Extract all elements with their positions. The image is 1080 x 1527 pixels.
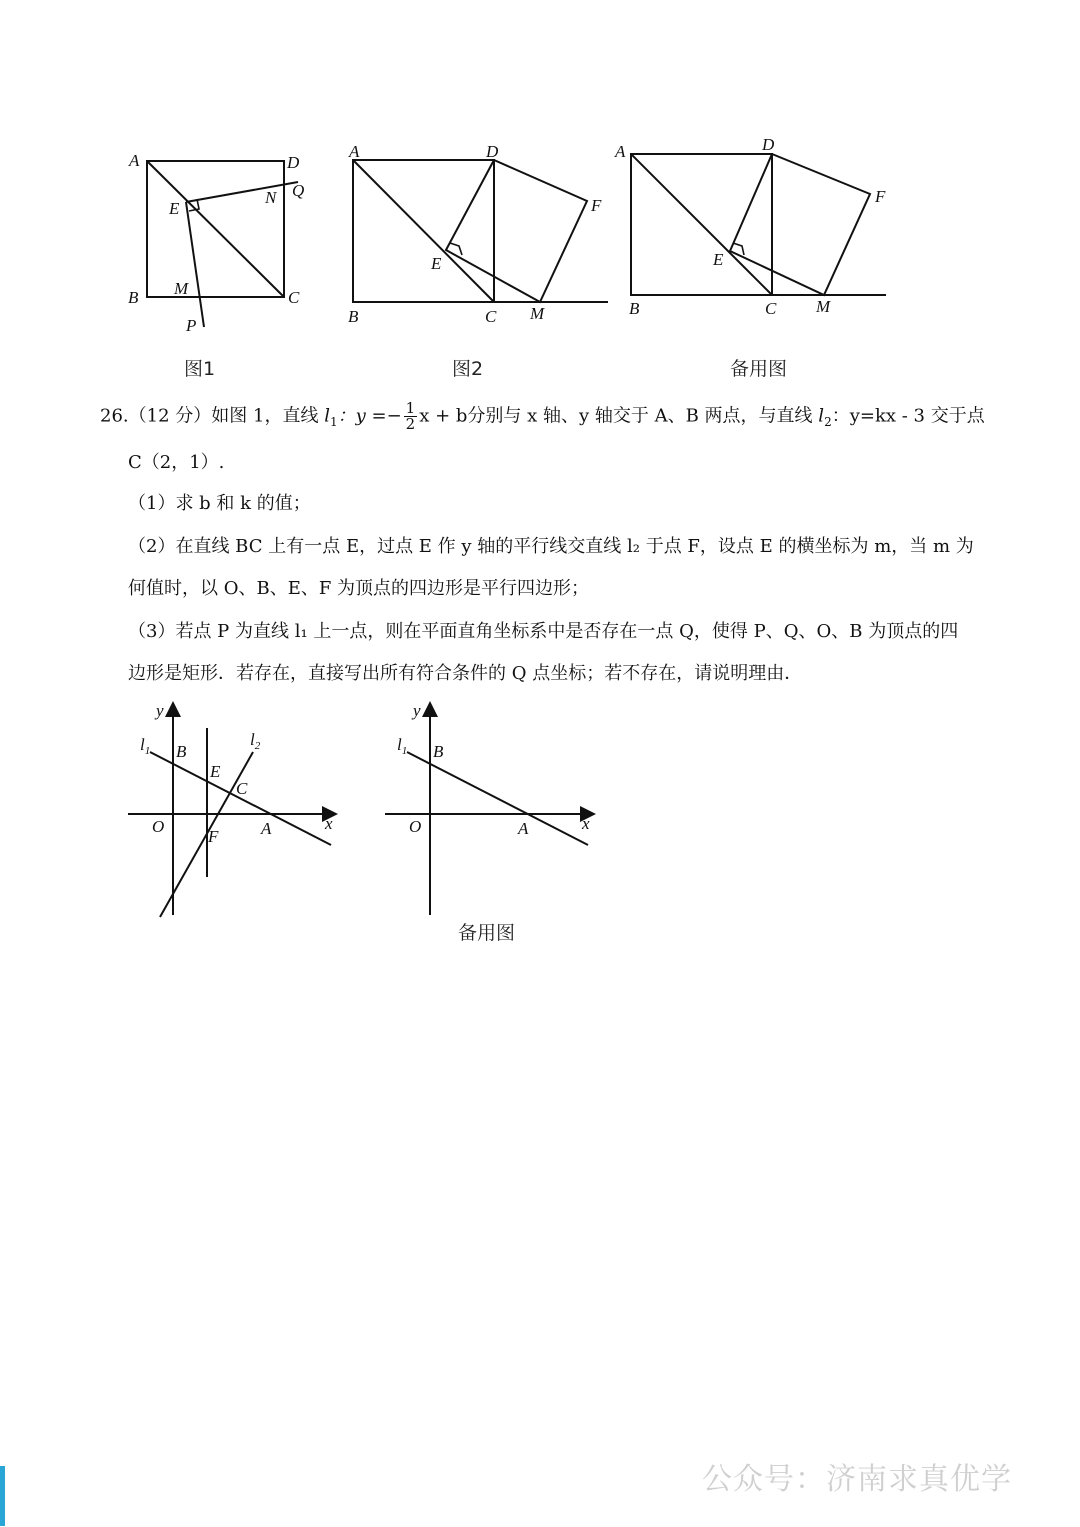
point-n-label: N [265, 188, 277, 207]
problem-score: （12 分）如图 1，直线 [128, 405, 319, 427]
point-c-label: C [765, 299, 777, 317]
point-a-label: A [129, 151, 140, 170]
point-d-label: D [287, 153, 300, 172]
point-b-label: B [348, 307, 359, 326]
point-c-label: C [236, 779, 248, 798]
point-m-label: M [816, 297, 831, 316]
coordinate-figure-1 [120, 700, 350, 925]
point-a-label: A [261, 819, 272, 838]
point-e-label: E [169, 199, 180, 218]
line-l1 [407, 752, 588, 845]
figure-2-square-construction [340, 138, 610, 328]
point-b-label: B [433, 742, 444, 761]
equation-1-suffix: x + b分别与 x 轴、y 轴交于 A、B 两点，与直线 [419, 405, 813, 427]
line-l2-name: l [818, 405, 825, 427]
point-p-label: P [186, 316, 197, 335]
y-axis-label: y [156, 701, 164, 720]
x-axis-label: x [582, 814, 590, 833]
line-l2-subscript: 2 [824, 415, 832, 430]
edge-mark [0, 1466, 5, 1526]
equation-1-prefix: ：y =− [337, 405, 402, 427]
point-c-label: C [485, 307, 497, 326]
figure-1-square [120, 140, 350, 340]
line-l1-label: $l_1$ [397, 735, 408, 757]
figure-3-backup [610, 132, 890, 317]
point-a-label: A [615, 142, 626, 161]
figure-2-caption: 图2 [452, 358, 484, 380]
backup-figure-caption: 备用图 [458, 922, 516, 944]
figure-1-caption: 图1 [184, 358, 216, 380]
ray-ep [186, 202, 204, 327]
x-axis-label: x [325, 814, 333, 833]
point-a-label: A [518, 819, 529, 838]
point-a-label: A [349, 142, 360, 161]
problem-number: 26. [100, 405, 129, 427]
fraction-numerator: 1 [405, 399, 416, 417]
line-l1-label: $l_1$ [140, 735, 151, 757]
line-l1-subscript: 1 [329, 415, 338, 430]
line-l1-name: l [324, 405, 330, 427]
question-3-part-b: 边形是矩形．若存在，直接写出所有符合条件的 Q 点坐标；若不存在，请说明理由． [128, 663, 803, 684]
problem-line-1 [100, 401, 985, 433]
point-c-label: C [288, 288, 300, 307]
diagonal-ac [631, 154, 772, 295]
point-d-label: D [486, 142, 499, 161]
coordinate-figure-2-backup [378, 700, 608, 925]
point-b-label: B [176, 742, 187, 761]
line-l2-label: $l_2$ [250, 730, 261, 752]
point-f-label: F [208, 827, 219, 846]
point-b-label: B [128, 288, 139, 307]
point-e-label: E [431, 254, 442, 273]
problem-line-2: C（2，1）. [128, 452, 225, 473]
diagonal-ac [147, 161, 284, 297]
diagonal-ac [353, 160, 494, 302]
origin-label: O [152, 817, 165, 836]
question-2-part-a: （2）在直线 BC 上有一点 E，过点 E 作 y 轴的平行线交直线 l₂ 于点 F，设点 E 的横坐标为 m，当 m 为 [128, 536, 974, 557]
origin-label: O [409, 817, 422, 836]
point-f-label: F [875, 187, 886, 206]
fraction-one-half [404, 401, 418, 432]
ray-eq [186, 182, 298, 202]
point-q-label: Q [292, 181, 305, 200]
point-e-label: E [210, 762, 221, 781]
point-e-label: E [713, 250, 724, 269]
y-axis-label: y [413, 701, 421, 720]
line-l1 [150, 752, 331, 845]
point-m-label: M [174, 279, 189, 298]
fraction-denominator: 2 [405, 415, 416, 433]
question-3-part-a: （3）若点 P 为直线 l₁ 上一点，则在平面直角坐标系中是否存在一点 Q，使得 P、Q、O、B 为顶点的四 [128, 621, 959, 642]
point-b-label: B [629, 299, 640, 317]
point-d-label: D [762, 135, 775, 154]
square-defm [446, 160, 587, 302]
question-2-part-b: 何值时，以 O、B、E、F 为顶点的四边形是平行四边形； [128, 578, 590, 599]
watermark: 公众号：济南求真优学 [702, 1462, 1012, 1497]
point-m-label: M [530, 304, 545, 323]
point-f-label: F [591, 196, 602, 215]
equation-2: ：y=kx - 3 交于点 [831, 405, 985, 427]
question-1: （1）求 b 和 k 的值； [128, 493, 311, 514]
figure-3-caption: 备用图 [730, 358, 788, 380]
